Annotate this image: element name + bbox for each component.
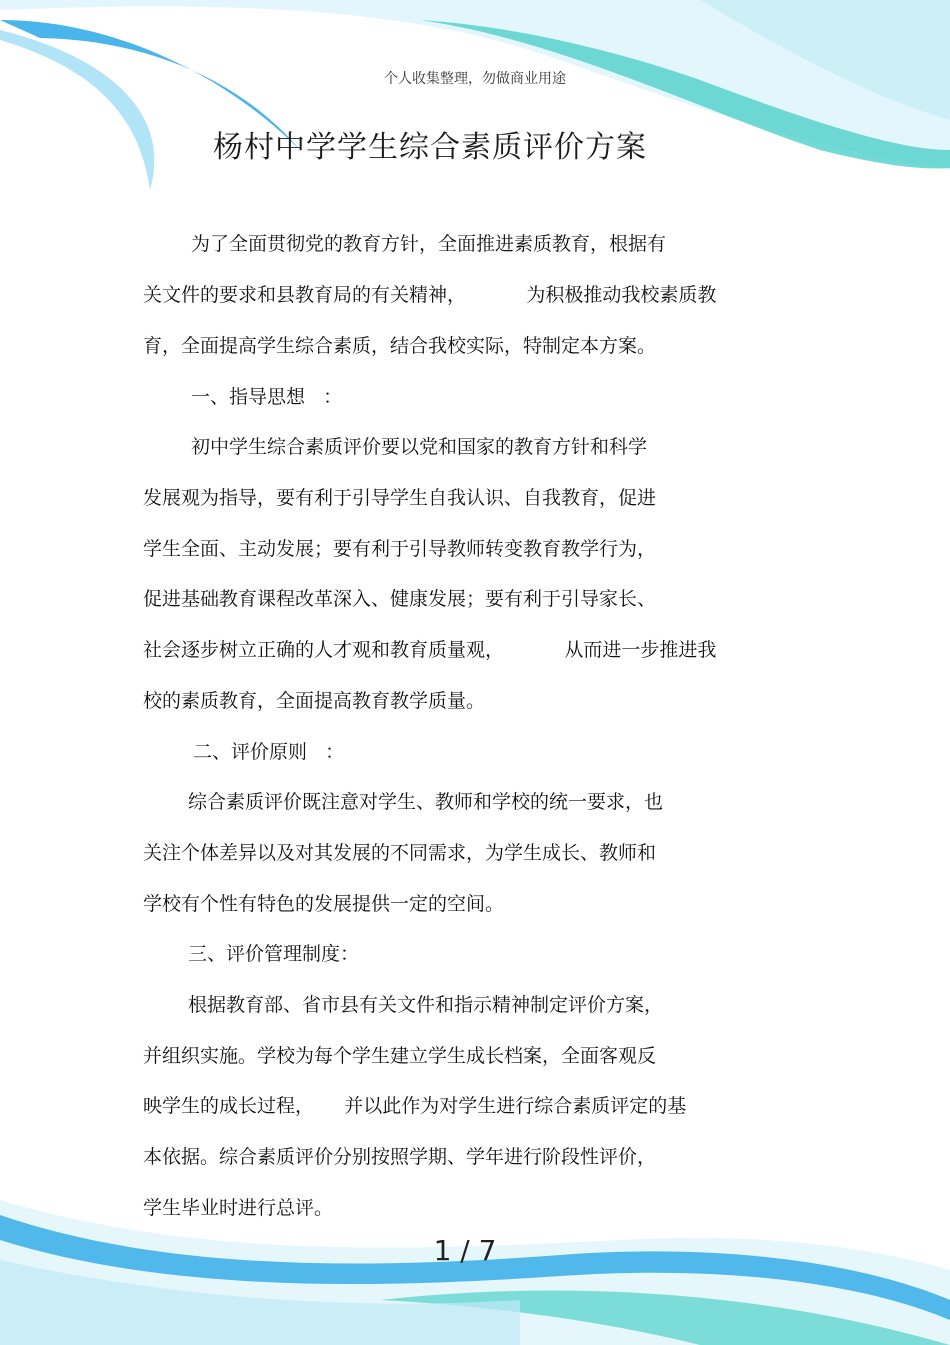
paragraph-line: 映学生的成长过程， 并以此作为对学生进行综合素质评定的基 xyxy=(143,1095,687,1117)
section-heading: 二、评价原则 ： xyxy=(193,741,345,763)
paragraph-line: 为了全面贯彻党的教育方针，全面推进素质教育，根据有 xyxy=(191,233,667,255)
paragraph-line: 学校有个性有特色的发展提供一定的空间。 xyxy=(143,893,505,915)
page-number: 1 / 7 xyxy=(433,1234,497,1267)
paragraph-line: 社会逐步树立正确的人才观和教育质量观， 从而进一步推进我 xyxy=(143,639,717,661)
paragraph-line: 综合素质评价既注意对学生、教师和学校的统一要求，也 xyxy=(188,791,664,813)
paragraph-line: 促进基础教育课程改革深入、健康发展；要有利于引导家长、 xyxy=(143,588,657,610)
section-heading: 一、指导思想 ： xyxy=(191,386,343,408)
top-wave-swirl xyxy=(0,30,154,190)
paragraph-line: 学生毕业时进行总评。 xyxy=(143,1197,334,1219)
paragraph-line: 关注个体差异以及对其发展的不同需求，为学生成长、教师和 xyxy=(143,842,657,864)
paragraph-line: 本依据。综合素质评价分别按照学期、学年进行阶段性评价， xyxy=(143,1146,657,1168)
paragraph-line: 关文件的要求和县教育局的有关精神， 为积极推动我校素质教 xyxy=(143,284,717,306)
paragraph-line: 根据教育部、省市县有关文件和指示精神制定评价方案， xyxy=(188,994,664,1016)
paragraph-line: 发展观为指导，要有利于引导学生自我认识、自我教育，促进 xyxy=(143,487,657,509)
paragraph-line: 学生全面、主动发展；要有利于引导教师转变教育教学行为， xyxy=(143,538,657,560)
paragraph-line: 校的素质教育，全面提高教育教学质量。 xyxy=(143,690,486,712)
section-heading: 三、评价管理制度： xyxy=(188,943,360,965)
document-title: 杨村中学学生综合素质评价方案 xyxy=(213,130,647,165)
header-note: 个人收集整理，勿做商业用途 xyxy=(384,71,566,87)
paragraph-line: 并组织实施。学校为每个学生建立学生成长档案，全面客观反 xyxy=(143,1045,657,1067)
paragraph-line: 育，全面提高学生综合素质，结合我校实际，特制定本方案。 xyxy=(143,335,657,357)
paragraph-line: 初中学生综合素质评价要以党和国家的教育方针和科学 xyxy=(191,436,648,458)
